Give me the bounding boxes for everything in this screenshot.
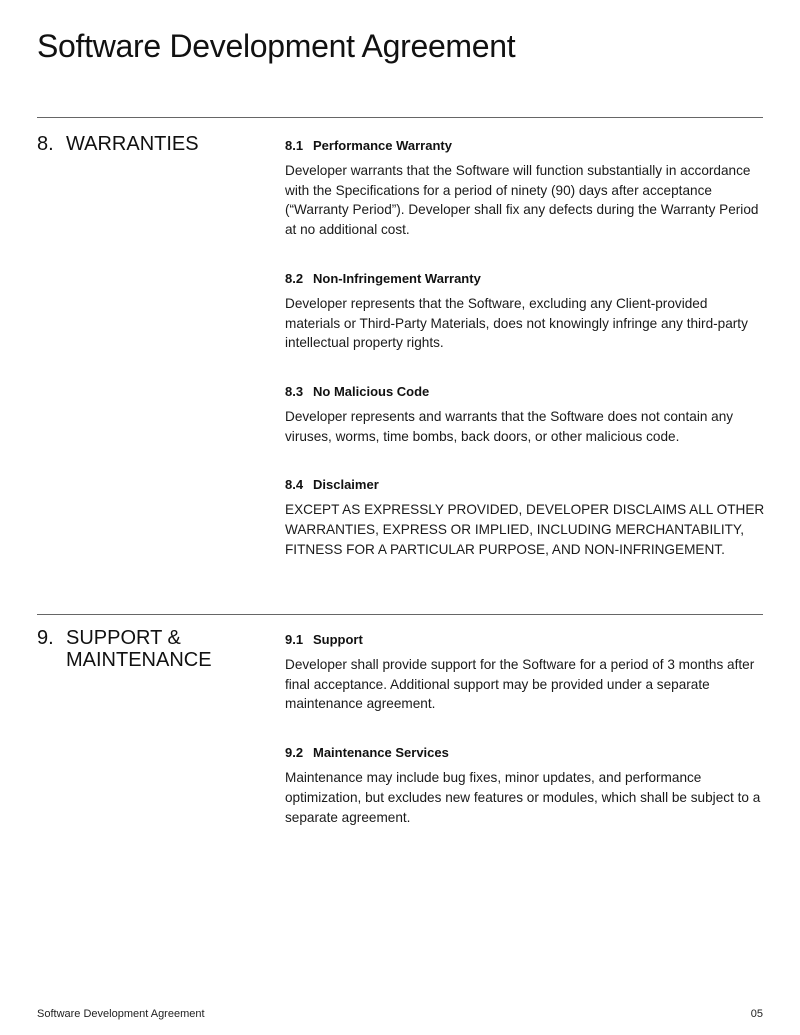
subsection: [285, 136, 765, 240]
subsection-heading: [285, 269, 765, 289]
subsection-number: 9.2: [285, 745, 304, 761]
subsection-heading: [285, 136, 765, 156]
section-title: SUPPORT & MAINTENANCE: [66, 627, 212, 671]
subsection-body: Developer represents and warrants that the Software does not contain any viruses, worms, time bombs, back doors, or other malicious code.: [285, 408, 734, 444]
subsection: [285, 269, 765, 353]
subsection-title: Maintenance Services: [313, 745, 449, 761]
footer-page-number: 05: [750, 1008, 763, 1020]
subsection-heading: [285, 382, 765, 402]
subsection-title: Disclaimer: [313, 477, 379, 493]
subsection: [285, 475, 765, 559]
subsection-title: Non-Infringement Warranty: [313, 270, 481, 286]
document-title: Software Development Agreement: [37, 28, 516, 64]
subsection-title: Performance Warranty: [313, 138, 452, 153]
subsection-body: EXCEPT AS EXPRESSLY PROVIDED, DEVELOPER DISCLAIMS ALL OTHER WARRANTIES, EXPRESS OR IMPLIED, INCLUDING MERCHANTABILITY, FITNESS FOR A PARTICULAR PURPOSE, AND NON-INFRINGEMENT.: [285, 502, 765, 557]
subsection: [285, 382, 765, 446]
subsection-body: Maintenance may include bug fixes, minor updates, and performance optimization, but excludes new features or modules, which shall be subject to a separate agreement.: [285, 770, 761, 825]
section-divider: [37, 117, 763, 118]
subsection-body: Developer warrants that the Software will function substantially in accordance with the Specifications for a period of ninety (90) days after acceptance (“Warranty Period”). Developer shall fix any defects during the Warranty Period at no additional cost.: [285, 163, 759, 238]
subsection-title: No Malicious Code: [313, 383, 430, 399]
subsection-number: 8.3: [285, 383, 304, 399]
section-number: 8.: [37, 133, 54, 155]
subsection-heading: [285, 743, 765, 763]
subsection-number: 8.1: [285, 138, 304, 153]
section-title: WARRANTIES: [66, 133, 199, 155]
section-number: 9.: [37, 627, 54, 649]
footer-document-title: Software Development Agreement: [37, 1008, 205, 1020]
section-heading: [37, 627, 227, 671]
subsection-number: 8.2: [285, 270, 304, 286]
subsection: [285, 630, 765, 714]
subsection-title: Support: [313, 632, 363, 647]
subsection-heading: [285, 630, 765, 650]
subsection-body: Developer represents that the Software, excluding any Client-provided materials or Third-Party Materials, does not knowingly infringe any third-party intellectual property rights.: [285, 295, 748, 351]
section-divider: [37, 614, 763, 615]
subsection-body: Developer shall provide support for the Software for a period of 3 months after final acceptance. Additional support may be provided under a separate maintenance agreement.: [285, 657, 755, 712]
subsection-number: 9.1: [285, 632, 304, 647]
subsection: [285, 743, 765, 827]
subsection-heading: [285, 475, 765, 495]
section-heading: [37, 133, 257, 155]
subsection-number: 8.4: [285, 477, 304, 493]
